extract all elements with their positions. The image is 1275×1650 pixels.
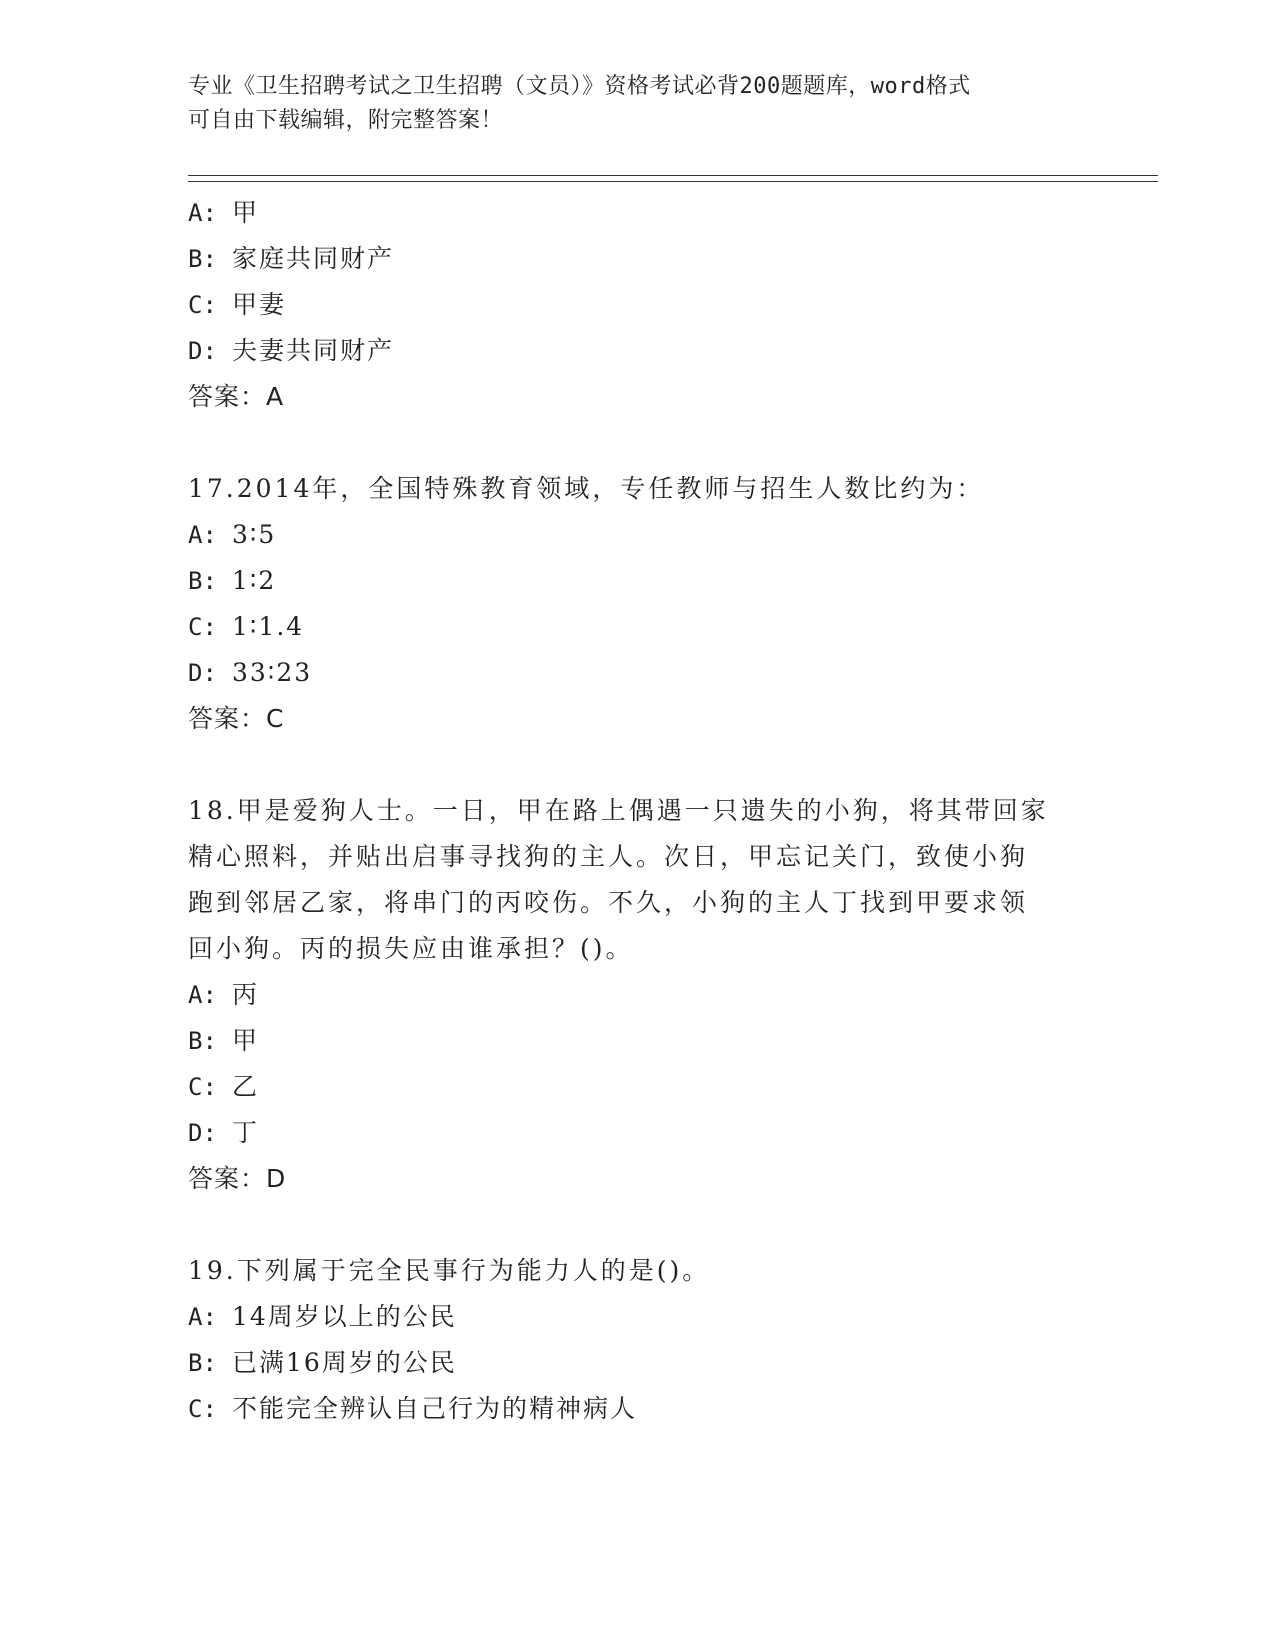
option-a (188, 972, 1088, 1018)
option-label: A: (188, 521, 217, 549)
option-label: D: (188, 1119, 217, 1147)
question-stem-line-4: 回小狗。丙的损失应由谁承担？()。 (188, 934, 634, 963)
option-text: 3∶5 (232, 520, 277, 549)
option-text: 甲 (232, 1026, 260, 1055)
option-label: C: (188, 1073, 217, 1101)
option-label: B: (188, 1349, 217, 1377)
option-text: 不能完全辨认自己行为的精神病人 (232, 1394, 638, 1423)
option-text: 已满16周岁的公民 (232, 1348, 457, 1377)
answer-line: 答案：A (188, 382, 285, 411)
option-d (188, 328, 1088, 374)
option-c (188, 1386, 1088, 1432)
question-19 (188, 1248, 1088, 1432)
question-stem: 19.下列属于完全民事行为能力人的是()。 (188, 1256, 711, 1285)
option-label: A: (188, 199, 217, 227)
option-a (188, 1294, 1088, 1340)
question-list (188, 190, 1088, 1432)
header-line-2: 可自由下载编辑，附完整答案！ (188, 108, 504, 133)
option-d (188, 650, 1088, 696)
document-header (188, 70, 1088, 138)
option-label: D: (188, 659, 217, 687)
spacer (188, 420, 1088, 466)
option-text: 家庭共同财产 (232, 244, 395, 273)
question-stem-line-3: 跑到邻居乙家，将串门的丙咬伤。不久，小狗的主人丁找到甲要求领 (188, 888, 1029, 917)
spacer (188, 742, 1088, 788)
option-text: 14周岁以上的公民 (232, 1302, 457, 1331)
option-label: A: (188, 1303, 217, 1331)
question-16 (188, 190, 1088, 420)
option-a (188, 512, 1088, 558)
header-rule-bottom (188, 181, 1158, 182)
option-a (188, 190, 1088, 236)
option-text: 甲妻 (232, 290, 287, 319)
option-text: 夫妻共同财产 (232, 336, 395, 365)
question-stem-line-2: 精心照料，并贴出启事寻找狗的主人。次日，甲忘记关门，致使小狗 (188, 842, 1029, 871)
option-label: B: (188, 567, 217, 595)
option-label: A: (188, 981, 217, 1009)
option-b (188, 558, 1088, 604)
option-text: 1∶2 (232, 566, 277, 595)
header-line-1: 专业《卫生招聘考试之卫生招聘（文员）》资格考试必背200题题库，word格式 (188, 74, 971, 99)
question-18 (188, 788, 1088, 1202)
option-b (188, 1340, 1088, 1386)
answer-line: 答案：D (188, 1164, 287, 1193)
option-c (188, 1064, 1088, 1110)
answer-line: 答案：C (188, 704, 285, 733)
option-d (188, 1110, 1088, 1156)
option-label: B: (188, 245, 217, 273)
option-label: C: (188, 1395, 217, 1423)
option-label: C: (188, 613, 217, 641)
question-17 (188, 466, 1088, 742)
option-b (188, 1018, 1088, 1064)
option-text: 丁 (232, 1118, 260, 1147)
option-label: B: (188, 1027, 217, 1055)
spacer (188, 1202, 1088, 1248)
option-label: C: (188, 291, 217, 319)
option-text: 甲 (232, 198, 260, 227)
option-b (188, 236, 1088, 282)
option-c (188, 604, 1088, 650)
option-c (188, 282, 1088, 328)
option-text: 1∶1.4 (232, 612, 305, 641)
question-stem-line-1: 18.甲是爱狗人士。一日，甲在路上偶遇一只遗失的小狗，将其带回家 (188, 796, 1049, 825)
option-text: 丙 (232, 980, 260, 1009)
option-text: 乙 (232, 1072, 260, 1101)
header-rule-top (188, 175, 1158, 176)
question-stem: 17.2014年，全国特殊教育领域，专任教师与招生人数比约为： (188, 474, 985, 503)
option-text: 33∶23 (232, 658, 313, 687)
option-label: D: (188, 337, 217, 365)
